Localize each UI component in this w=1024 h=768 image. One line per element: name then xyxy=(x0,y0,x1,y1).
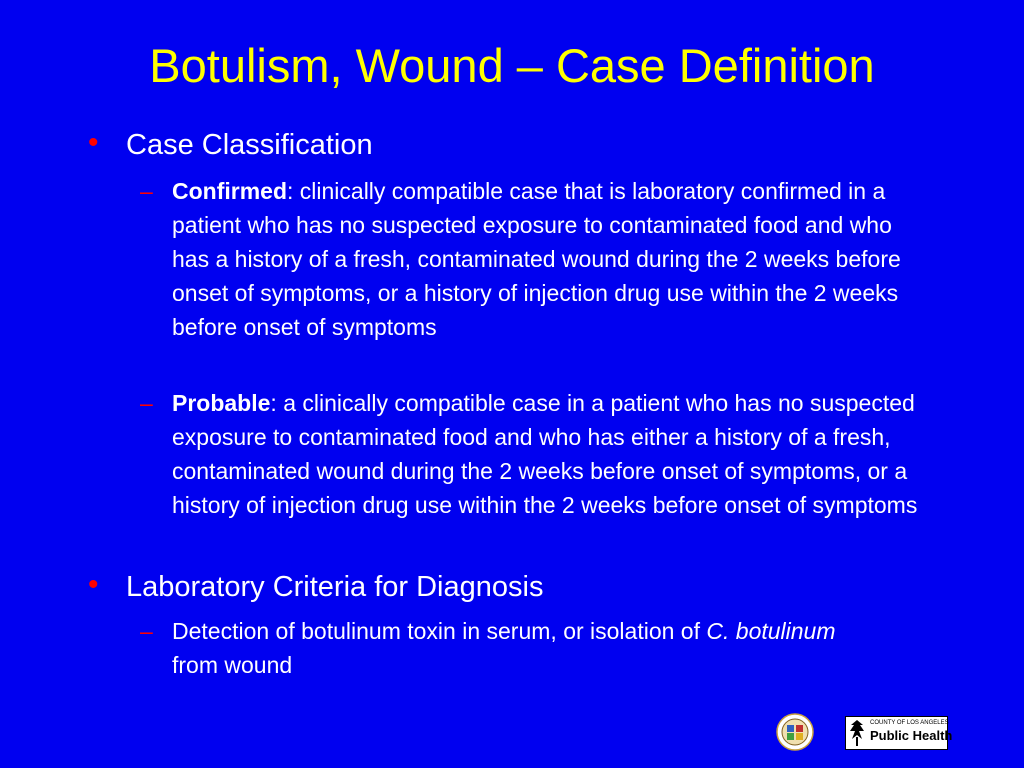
term-confirmed: Confirmed xyxy=(172,178,287,204)
dash-icon: – xyxy=(140,178,153,204)
county-seal-icon xyxy=(776,713,814,751)
section-heading: Case Classification xyxy=(126,129,373,161)
bullet-dot-icon: • xyxy=(88,126,99,159)
public-health-mark-icon xyxy=(848,719,866,747)
term-probable: Probable xyxy=(172,390,271,416)
dash-icon: – xyxy=(140,390,153,416)
slide-title: Botulism, Wound – Case Definition xyxy=(149,39,875,92)
organism-name: C. botulinum xyxy=(706,618,836,644)
logo-big-text: Public Health xyxy=(870,728,953,743)
detection-text: Detection of botulinum toxin in serum, or isolation of xyxy=(172,618,707,644)
detection-text-end: from wound xyxy=(172,652,293,678)
logo-small-text: COUNTY OF LOS ANGELES xyxy=(870,720,949,726)
confirmed-text: : clinically compatible case that is laboratory confirmed in a patient who has no suspected exposure to contaminated food and who has a history of a fresh, contaminated wound during the 2 weeks before onset of symptoms, or a history of injection drug use within the 2 weeks before onset of symptoms xyxy=(172,178,901,340)
section-heading: Laboratory Criteria for Diagnosis xyxy=(126,571,544,603)
probable-text: : a clinically compatible case in a patient who has no suspected exposure to contaminated food and who has either a history of a fresh, contaminated wound during the 2 weeks before onset of symptoms, or a history of injection drug use within the 2 weeks before onset of symptoms xyxy=(172,390,918,518)
dash-icon: – xyxy=(140,618,153,644)
public-health-logo xyxy=(845,716,953,750)
bullet-dot-icon: • xyxy=(88,568,99,601)
